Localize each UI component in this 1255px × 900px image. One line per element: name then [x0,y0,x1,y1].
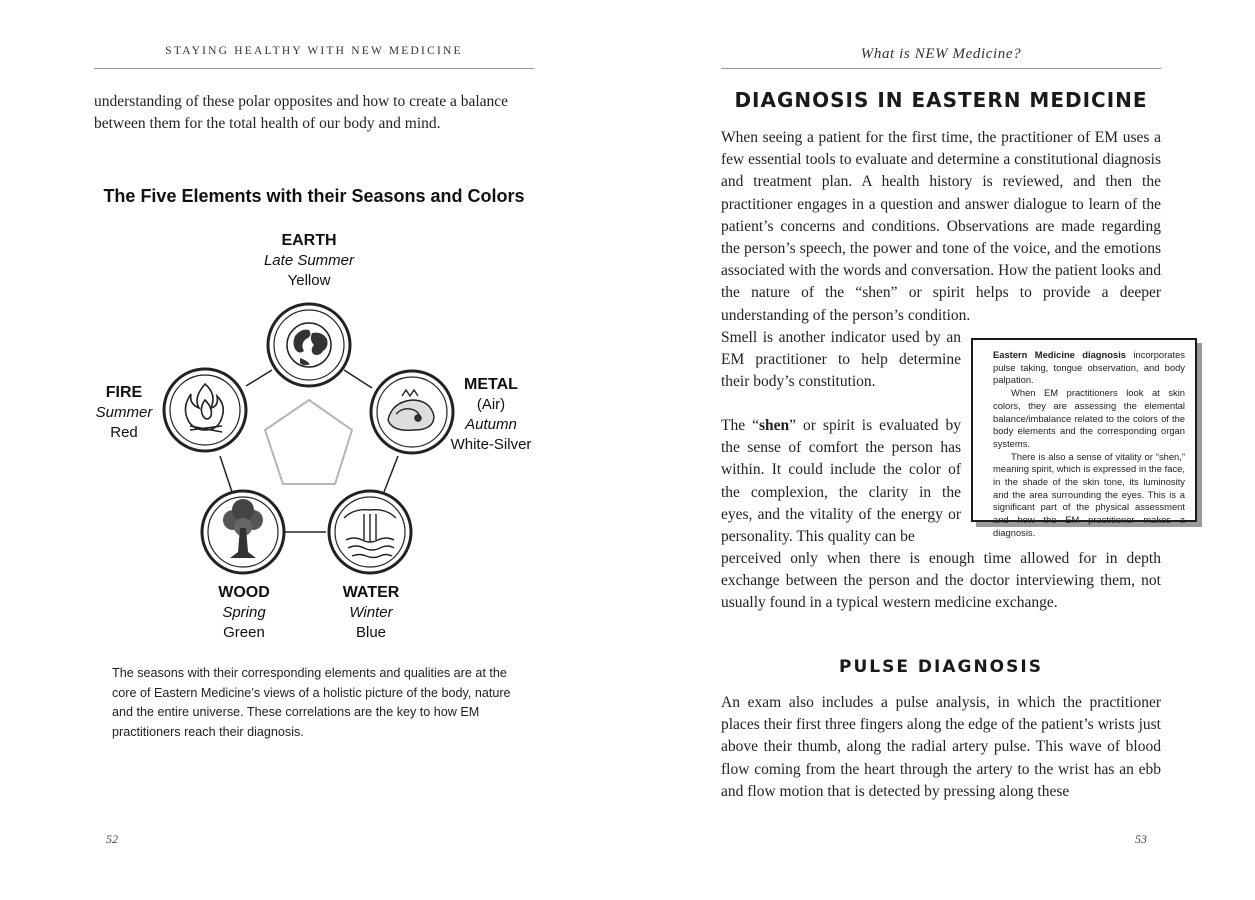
metal-label [446,375,536,455]
wood-label [200,583,288,643]
water-label [326,583,416,643]
wood-emblem [202,491,284,573]
wood-color: Green [223,624,265,641]
water-color: Blue [355,624,387,641]
sidebar-vitality: There is also a sense of vitality or “shen,” meaning spirit, which is expressed in the face, in the shade of the skin tone, its luminosity and the area surrounding the eyes. This is a significant part of the physical assessment and how the EM practitioner makes a diagnosis. [993,450,1185,538]
metal-season: Autumn [465,416,517,433]
diagnosis-text: When seeing a patient for the first time, the practitioner of EM uses a few essential tools to evaluate and determine a constitutional diagnosis and treatment plan. A health history is reviewed, and then the practitioner engages in a question and answer dialogue to learn of the patient’s concerns and conditions. Observations are made regarding the person’s speech, the power and tone of the voice, and the emotions associated with the words and conversation. How the patient looks and the nature of the “shen” or spirit helps to provide a deeper understanding of the person’s condition. [721,129,1161,324]
figure-title: The Five Elements with their Seasons and Colors [103,186,525,206]
fire-season: Summer [95,404,153,421]
pulse-text: An exam also includes a pulse analysis, in which the practitioner places their first three fingers along the edge of the patient’s wrists just above their thumb, along the radial artery pulse. This wave of blood flow coming from the heart through the artery to the wrist has an ebb and flow motion that is detected by pressing along these [721,694,1161,800]
water-emblem [329,491,411,573]
running-head-left: STAYING HEALTHY WITH NEW MEDICINE [165,45,463,57]
pulse-paragraph [721,692,1161,803]
sidebar-lead [993,349,1185,387]
heading-pulse-diagnosis: PULSE DIAGNOSIS [839,657,1043,677]
earth-color: Yellow [287,272,331,289]
inner-pentagon [265,400,352,484]
shen-cont-text: perceived only when there is enough time allowed for in depth exchange between the person and the doctor interviewing them, not usually found in a typical western medicine exchange. [721,550,1161,612]
shen-text-before: The “ [721,417,759,434]
earth-emblem [268,304,350,386]
header-rule-left [94,68,534,69]
page-number-right: 53 [1135,832,1147,846]
metal-emblem [371,371,453,453]
diagnosis-paragraph [721,127,1161,327]
metal-name: METAL [464,376,518,393]
shen-paragraph [721,415,961,548]
globe-icon [287,323,331,367]
running-head-right: What is NEW Medicine? [860,46,1022,62]
metal-color: White-Silver [450,436,532,453]
em-diagnosis-sidebar [971,338,1197,538]
header-rule-right [721,68,1161,69]
earth-name: EARTH [281,232,337,249]
continuation-text: understanding of these polar opposites and how to create a balance between them for the total health of our body and mind. [94,93,509,133]
earth-season: Late Summer [263,252,355,269]
heading-diagnosis: DIAGNOSIS IN EASTERN MEDICINE [734,88,1148,112]
five-elements-diagram [0,280,627,720]
smell-text: Smell is another indicator used by an EM practitioner to help determine their body’s constitution. [721,329,961,391]
sidebar-lead-bold: Eastern Medicine diagnosis [993,349,1127,360]
water-name: WATER [342,584,400,601]
sidebar-skin-colors: When EM practitioners look at skin colors, they are assessing the elemental balance/imbalance related to the colors of the body elements and the corresponding organ systems. [993,387,1185,449]
fire-label [80,383,168,443]
shen-paragraph-continued [721,548,1161,615]
page-number-left: 52 [106,832,118,846]
shen-term: shen [758,417,790,434]
left-page [0,0,627,900]
shen-text-after: ” or spirit is evaluated by the sense of comfort the person has within. It could include the color of the complexion, the clarity in the eyes, and the vitality of the energy or personality. This quality can be [721,417,962,546]
right-page [627,0,1255,900]
earth-label [238,231,380,291]
water-season: Winter [349,604,393,621]
wood-season: Spring [222,604,266,621]
shen-text [721,415,961,548]
fire-emblem [164,369,246,451]
continuation-paragraph [94,91,534,135]
figure-caption: The seasons with their corresponding elements and qualities are at the core of Eastern Medicine’s views of a holistic picture of the body, nature and the entire universe. These correlations are the key to how EM practitioners reach their diagnosis. [112,666,511,739]
fire-color: Red [110,424,138,441]
smell-paragraph [721,327,961,394]
fire-name: FIRE [105,384,143,401]
wood-name: WOOD [218,584,270,601]
sidebar-lead-rest: incorporates pulse taking, tongue observation, and body palpation. [993,349,1185,386]
metal-extra: (Air) [476,396,506,413]
